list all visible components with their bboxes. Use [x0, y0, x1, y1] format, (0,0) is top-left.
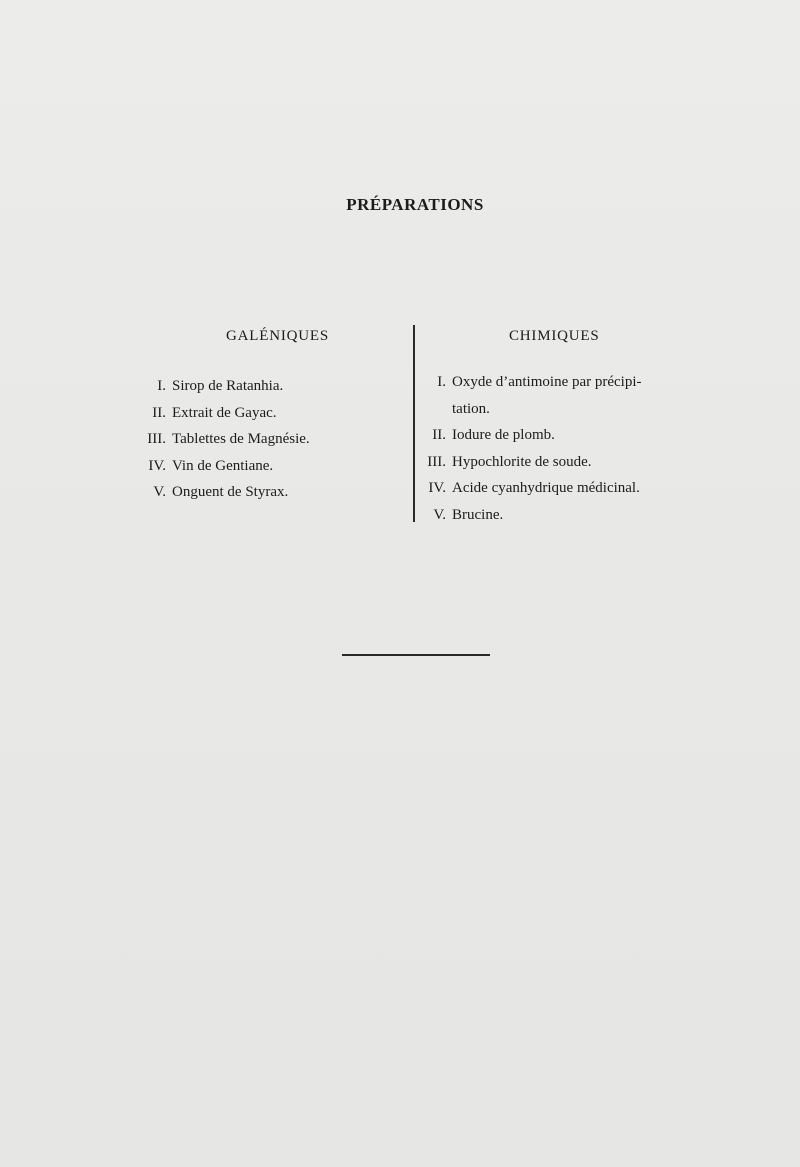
item-number: II. — [152, 404, 166, 421]
item-text: Vin de Gentiane. — [172, 457, 274, 474]
item-number: I. — [437, 374, 446, 390]
item-number: II. — [432, 427, 446, 443]
page-title: PRÉPARATIONS — [346, 195, 484, 214]
chimiques-list — [420, 369, 700, 528]
item-text: Iodure de plomb. — [452, 427, 555, 443]
item-number: V. — [153, 484, 166, 500]
list-item — [420, 449, 700, 476]
item-text: tation. — [452, 400, 490, 417]
list-item — [138, 400, 310, 427]
item-number: IV. — [428, 480, 446, 496]
item-number: I. — [157, 378, 166, 394]
column-divider — [413, 325, 415, 522]
list-item — [420, 369, 700, 396]
list-item — [138, 426, 310, 453]
list-item — [138, 373, 310, 400]
item-text: Tablettes de Magnésie. — [172, 431, 310, 447]
item-text: Onguent de Styrax. — [172, 484, 289, 500]
galeniques-heading: GALÉNIQUES — [226, 328, 329, 344]
item-text: Acide cyanhydrique médicinal. — [452, 480, 640, 496]
list-item — [420, 502, 700, 529]
list-item — [420, 422, 700, 449]
item-text: Sirop de Ratanhia. — [172, 378, 284, 394]
item-text: Extrait de Gayac. — [172, 404, 277, 421]
item-number: V. — [433, 506, 446, 523]
list-item — [138, 453, 310, 480]
item-text: Oxyde d’antimoine par précipi- — [452, 374, 642, 390]
item-number: III. — [427, 453, 446, 470]
section-rule — [342, 654, 490, 656]
list-item-continuation — [420, 396, 700, 423]
item-text: Hypochlorite de soude. — [452, 453, 592, 470]
list-item — [138, 479, 310, 506]
item-text: Brucine. — [452, 506, 504, 523]
chimiques-heading: CHIMIQUES — [509, 328, 600, 344]
galeniques-list — [138, 373, 310, 506]
item-number: III. — [147, 431, 166, 447]
item-number: IV. — [148, 457, 166, 474]
list-item — [420, 475, 700, 502]
